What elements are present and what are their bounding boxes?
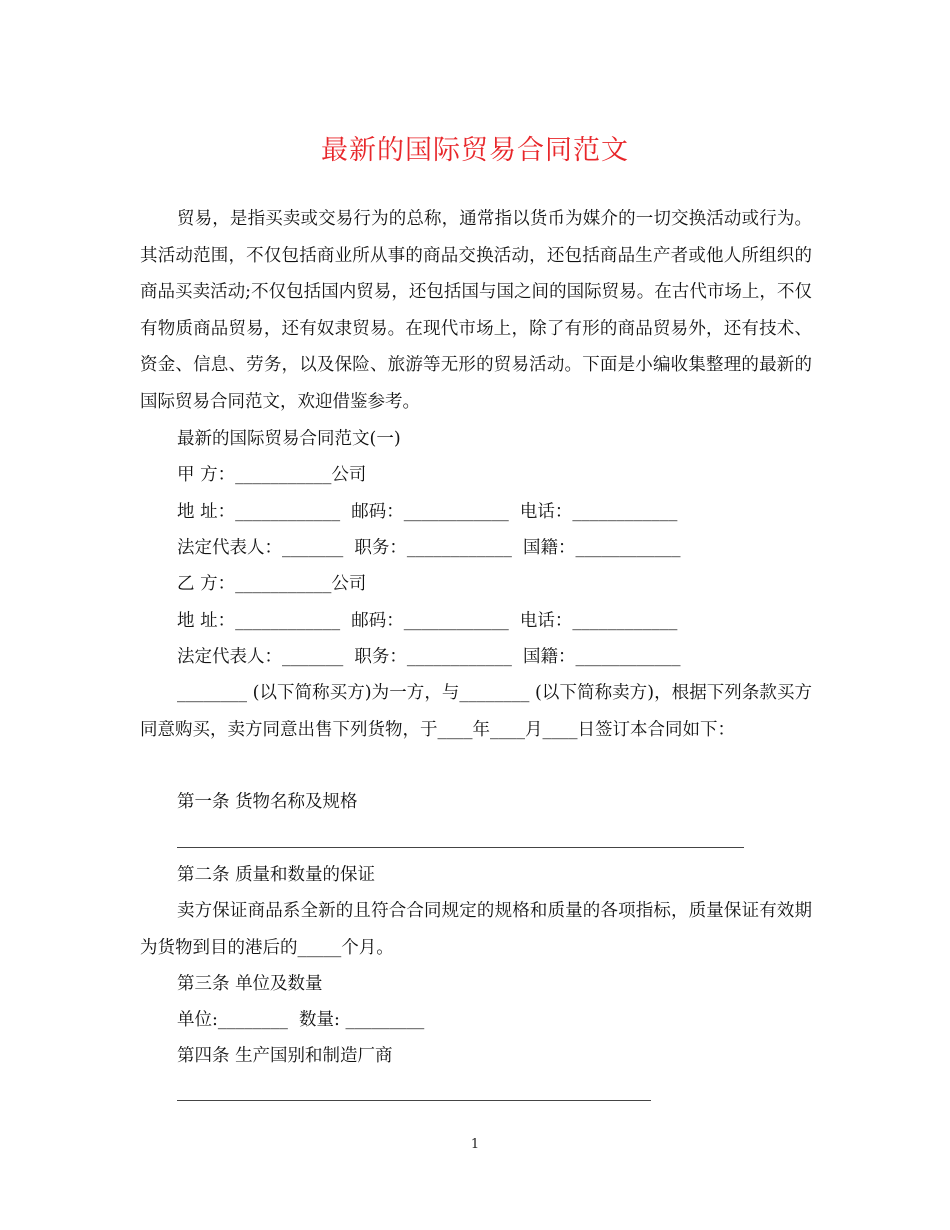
party-b-name: 乙 方：___________公司 bbox=[177, 574, 367, 594]
article-1-heading: 第一条 货物名称及规格 bbox=[177, 792, 358, 812]
party-b-address: 地 址：____________ 邮码：____________ 电话：____________ bbox=[177, 611, 678, 631]
party-a-name: 甲 方：___________公司 bbox=[177, 465, 367, 485]
party-b-representative: 法定代表人：_______ 职务：____________ 国籍：____________ bbox=[177, 647, 681, 667]
contract-subtitle: 最新的国际贸易合同范文(一) bbox=[177, 429, 401, 449]
article-4-heading: 第四条 生产国别和制造厂商 bbox=[177, 1046, 393, 1066]
intro-paragraph: 贸易，是指买卖或交易行为的总称，通常指以货币为媒介的一切交换活动或行为。其活动范围，不仅包括商业所从事的商品交换活动，还包括商品生产者或他人所组织的商品买卖活动;不仅包括国内贸易，还包括国与国之间的国际贸易。在古代市场上，不仅有物质商品贸易，还有奴隶贸易。在现代市场上，除了有形的商品贸易外，还有技术、资金、信息、劳务，以及保险、旅游等无形的贸易活动。下面是小编收集整理的最新的国际贸易合同范文，欢迎借鉴参考。 bbox=[140, 209, 812, 412]
agreement-paragraph: ________ (以下简称买方)为一方，与________ (以下简称卖方)，根据下列条款买方同意购买，卖方同意出售下列货物，于____年____月____日签订本合同如下： bbox=[140, 683, 812, 740]
article-2-text: 卖方保证商品系全新的且符合合同规定的规格和质量的各项指标，质量保证有效期为货物到目的港后的_____个月。 bbox=[140, 901, 812, 958]
party-a-address: 地 址：____________ 邮码：____________ 电话：____________ bbox=[177, 502, 678, 522]
blank-line-article-4 bbox=[177, 1100, 651, 1101]
article-3-text: 单位:________ 数量: _________ bbox=[177, 1010, 425, 1030]
party-a-representative: 法定代表人：_______ 职务：____________ 国籍：____________ bbox=[177, 538, 681, 558]
article-2-heading: 第二条 质量和数量的保证 bbox=[177, 865, 376, 885]
blank-line-article-1 bbox=[177, 847, 744, 848]
article-3-heading: 第三条 单位及数量 bbox=[177, 974, 323, 994]
document-title: 最新的国际贸易合同范文 bbox=[321, 135, 629, 166]
page-number: 1 bbox=[470, 1137, 480, 1152]
